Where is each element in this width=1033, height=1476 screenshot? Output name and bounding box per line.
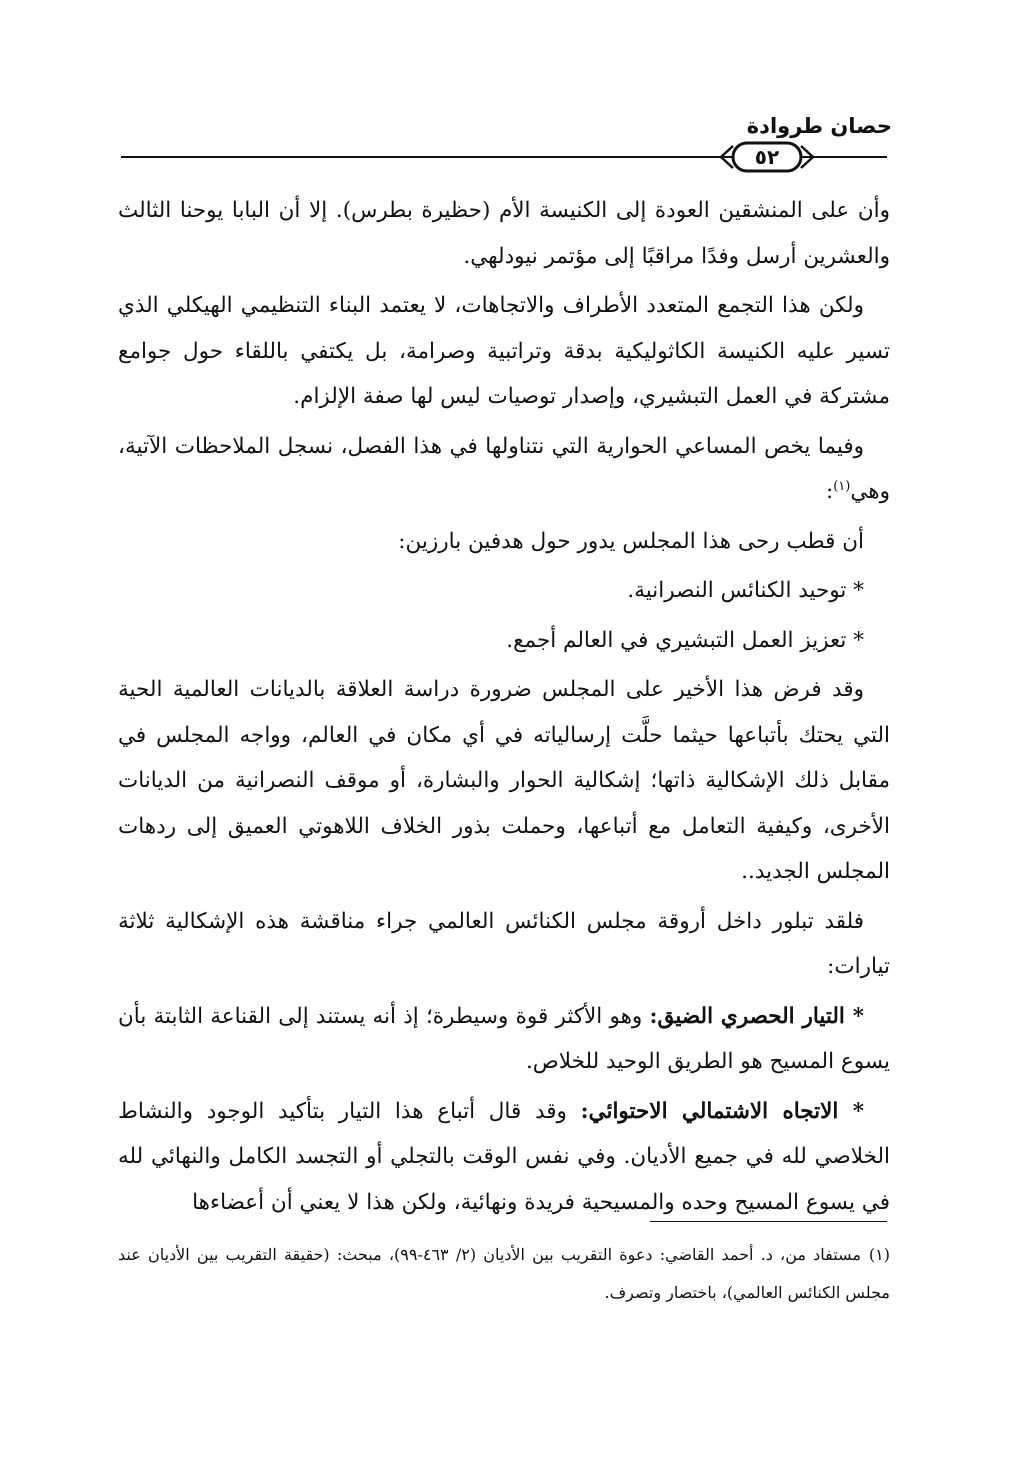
paragraph [118,1089,890,1226]
paragraph: وقد فرض هذا الأخير على المجلس ضرورة دراسة العلاقة بالديانات العالمية الحية التي يحتك بأتباعها حيثما حلَّت إرسالياته في أي مكان في العالم، وواجه المجلس في مقابل ذلك الإشكالية ذاتها؛ إشكالية الحوار والبشارة، أو موقف النصرانية من الديانات الأخرى، وكيفية التعامل مع أتباعها، وحملت بذور الخلاف اللاهوتي العميق إلى ردهات المجلس الجديد.. [118,677,890,884]
page-number-badge [719,140,815,174]
paragraph-end: : [825,479,834,504]
running-title: حصان طروادة [746,114,892,138]
footnote-rule [650,1221,887,1222]
paragraph: وأن على المنشقين العودة إلى الكنيسة الأم (حظيرة بطرس). إلا أن البابا يوحنا الثالث والعشرين أرسل وفدًا مراقبًا إلى مؤتمر نيودلهي. [118,198,890,269]
footnote-text: مستفاد من، د. أحمد القاضي: دعوة التقريب بين الأديان (٢/ ٤٦٣-٩٩)، مبحث: (حقيقة التقريب بين الأديان عند مجلس الكنائس العالمي)، باختصار وتصرف. [118,1245,890,1302]
paragraph [118,424,890,515]
term-label: * الاتجاه الاشتمالي الاحتوائي: [580,1098,864,1124]
paragraph-text: وفيما يخص المساعي الحوارية التي نتناولها في هذا الفصل، نسجل الملاحظات الآتية، وهي [118,433,890,504]
page-number: ٥٢ [754,145,780,169]
term-label: * التيار الحصري الضيق: [649,1003,864,1029]
paragraph: ولكن هذا التجمع المتعدد الأطراف والاتجاهات، لا يعتمد البناء التنظيمي الهيكلي الذي تسير عليه الكنيسة الكاثوليكية بدقة وتراتبية وصرامة، بل يكتفي باللقاء حول جوامع مشتركة في العمل التبشيري، وإصدار توصيات ليس لها صفة الإلزام. [118,293,890,409]
paragraph-text: وقد قال أتباع هذا التيار بتأكيد الوجود والنشاط الخلاصي لله في جميع الأديان. وفي نفس الوقت بالتجلي أو التجسد الكامل والنهائي لله في يسوع المسيح وحده والمسيحية فريدة ونهائية، ولكن هذا لا يعني أن أعضاءها [118,1098,890,1215]
body-text [118,188,890,1229]
paragraph: فلقد تبلور داخل أروقة مجلس الكنائس العالمي جراء مناقشة هذه الإشكالية ثلاثة تيارات: [118,908,890,979]
footnote [118,1236,890,1312]
bullet-item: * تعزيز العمل التبشيري في العالم أجمع. [506,627,864,653]
footnote-marker: (١) [868,1245,891,1264]
footnote-reference: (١) [833,478,851,494]
paragraph-text: وهو الأكثر قوة وسيطرة؛ إذ أنه يستند إلى القناعة الثابتة بأن يسوع المسيح هو الطريق الوحيد للخلاص. [118,1003,890,1074]
paragraph [118,994,890,1085]
bullet-item: * توحيد الكنائس النصرانية. [627,578,864,603]
paragraph: أن قطب رحى هذا المجلس يدور حول هدفين بارزين: [398,528,864,554]
